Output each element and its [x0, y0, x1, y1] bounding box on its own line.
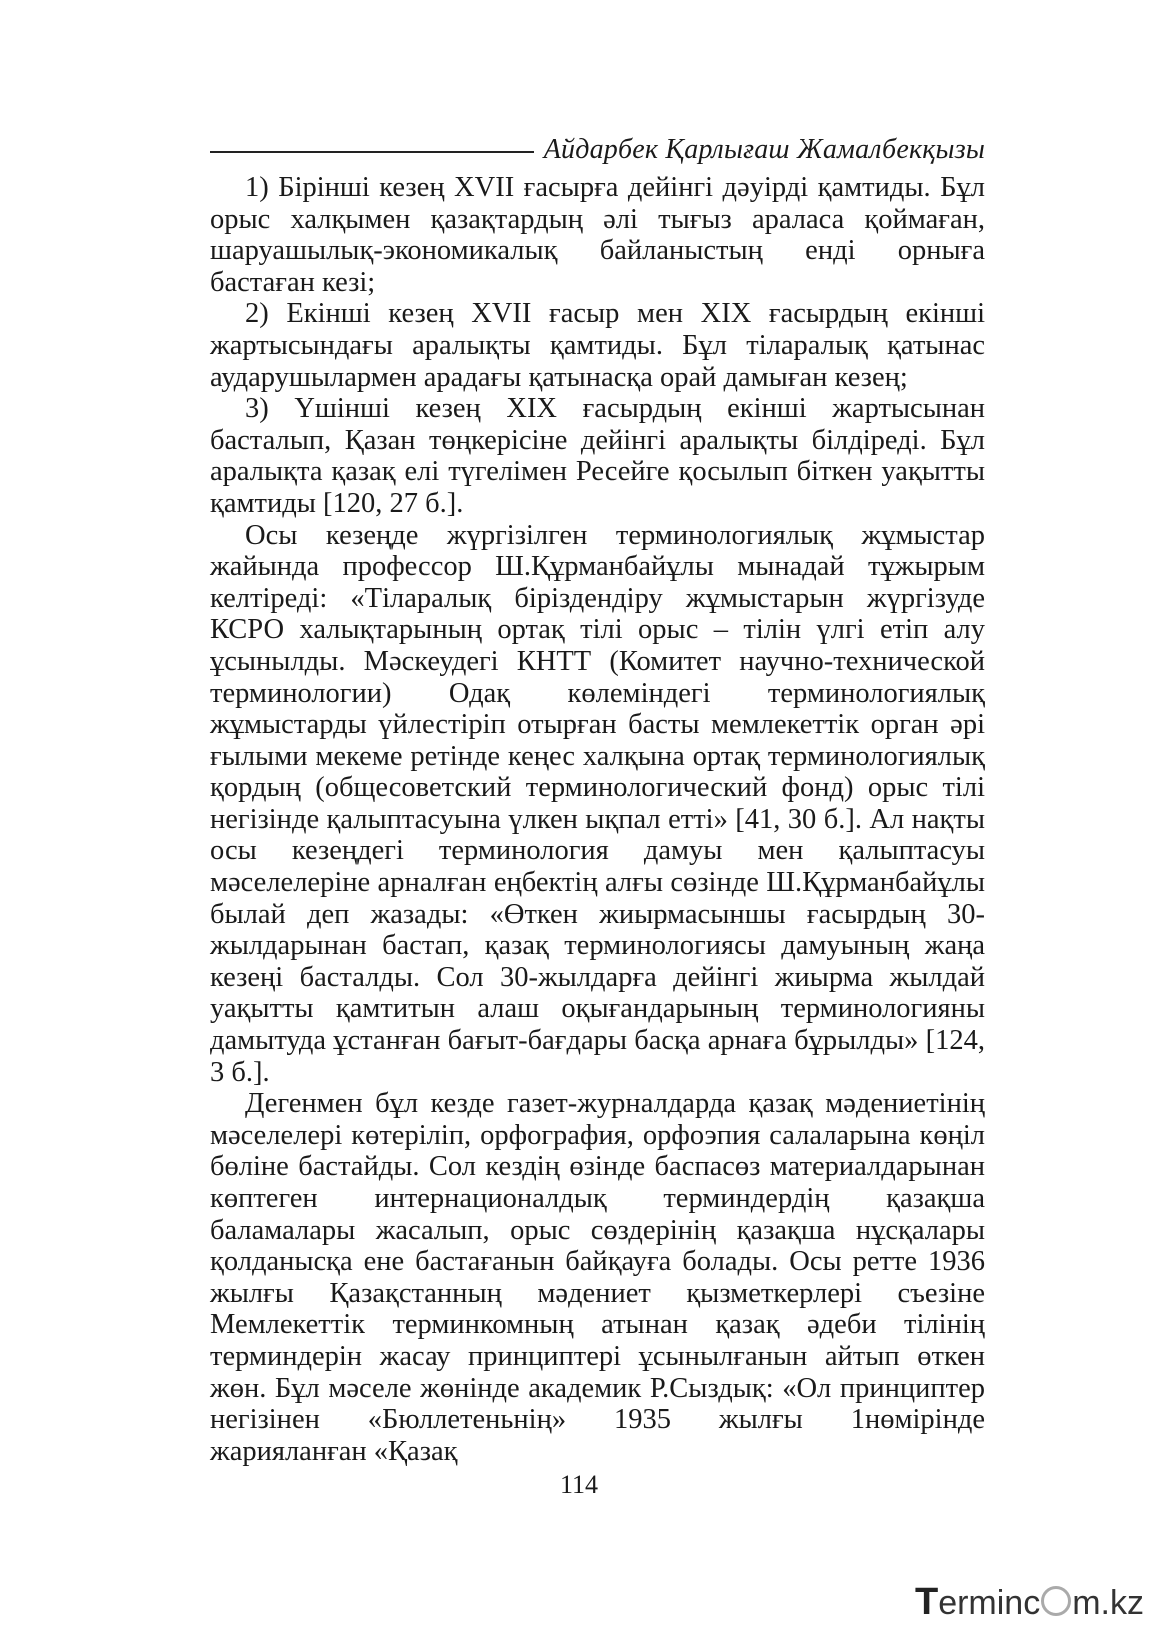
header-author: Айдарбек Қарлығаш Жамалбекқызы: [543, 134, 985, 165]
body-text: [210, 172, 985, 1467]
paragraph-2: 2) Екінші кезең XVII ғасыр мен XIX ғасырдың екінші жартысындағы аралықты қамтиды. Бұл тіларалық қатынас аударушылармен арадағы қатынасқа орай дамыған кезең;: [210, 298, 985, 393]
paragraph-4: Осы кезеңде жүргізілген терминологиялық жұмыстар жайында профессор Ш.Құрманбайұлы мынадай тұжырым келтіреді: «Тіларалық біріздендіру жұмыстарын жүргізуде КСРО халықтарының ортақ тілі орыс – тілін үлгі етіп алу ұсынылды. Мәскеудегі КНТТ (Комитет научно-технической терминологии) Одақ көлеміндегі терминологиялық жұмыстарды үйлестіріп отырған басты мемлекеттік орган әрі ғылыми мекеме ретінде кеңес халқына ортақ терминологиялық қордың (общесоветский терминологический фонд) орыс тілі негізінде қалыптасуына үлкен ықпал етті» [41, 30 б.]. Ал нақты осы кезеңдегі терминология дамуы мен қалыптасуы мәселелеріне арналған еңбектің алғы сөзінде Ш.Құрманбайұлы былай деп жазады: «Өткен жиырмасыншы ғасырдың 30-жылдарынан бастап, қазақ терминологиясы дамуының жаңа кезеңі басталды. Сол 30-жылдарға дейінгі жиырма жылдай уақытты қамтитын алаш оқығандарының терминологияны дамытуда ұстанған бағыт-бағдары басқа арнаға бұрылды» [124, 3 б.].: [210, 519, 985, 1088]
header-rule: [210, 151, 534, 153]
page-number: 114: [559, 1470, 599, 1499]
watermark-t: T: [914, 1580, 939, 1623]
paragraph-1: 1) Бірінші кезең XVII ғасырға дейінгі дәуірді қамтиды. Бұл орыс халқымен қазақтардың әлі тығыз араласа қоймаған, шаруашылық-экономикалық байланыстың енді орныға бастаған кезі;: [210, 172, 985, 298]
watermark-logo: [915, 1577, 1144, 1627]
running-header: [210, 130, 985, 170]
paragraph-3: 3) Үшінші кезең XIX ғасырдың екінші жартысынан басталып, Қазан төңкерісіне дейінгі аралықты білдіреді. Бұл аралықта қазақ елі түгелімен Ресейге қосылып біткен уақытты қамтиды [120, 27 б.].: [210, 393, 985, 519]
watermark-middle: erminc: [938, 1583, 1041, 1622]
watermark-end: m.kz: [1072, 1583, 1144, 1622]
watermark-o-icon: [1041, 1586, 1071, 1616]
paragraph-5: Дегенмен бұл кезде газет-журналдарда қазақ мәдениетінің мәселелері көтеріліп, орфография, орфоэпия салаларына көңіл бөліне бастайды. Сол кездің өзінде баспасөз материалдарынан көптеген интернационалдық терминдердің қазақша баламалары жасалып, орыс сөздерінің қазақша нұсқалары қолданысқа ене бастағанын байқауға болады. Осы ретте 1936 жылғы Қазақстанның мәдениет қызметкерлері съезіне Мемлекеттік терминкомның атынан қазақ әдеби тілінің терминдерін жасау принциптері ұсынылғанын айтып өткен жөн. Бұл мәселе жөнінде академик Р.Сыздық: «Ол принциптер негізінен «Бюллетеньнің» 1935 жылғы 1нөмірінде жарияланған «Қазақ: [210, 1088, 985, 1467]
